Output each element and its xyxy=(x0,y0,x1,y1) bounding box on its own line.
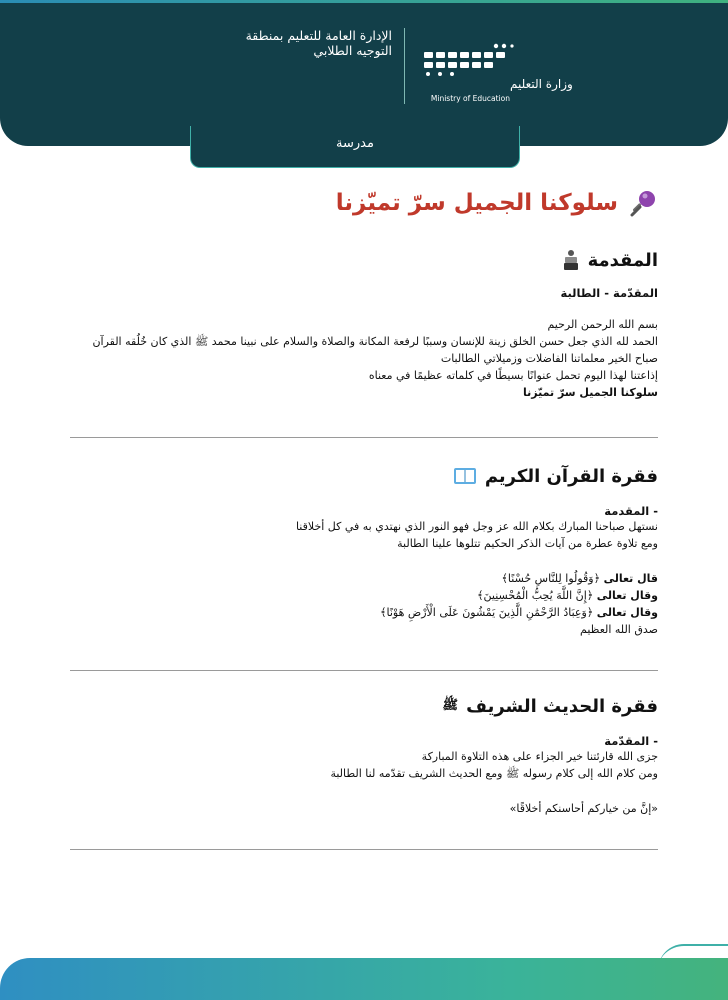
quran-line-2: ومع تلاوة عطرة من آيات الذكر الحكيم تتلوها علينا الطالبة xyxy=(397,537,658,550)
header-text xyxy=(246,28,392,58)
hadith-heading-text: فقرة الحديث الشريف xyxy=(466,695,658,717)
ministry-logo xyxy=(418,40,573,106)
page-footer xyxy=(0,944,728,1000)
verse-3-text: ﴿وَعِبَادُ الرَّحْمَٰنِ الَّذِينَ يَمْشُونَ عَلَى الْأَرْضِ هَوْنًا﴾ xyxy=(380,606,594,619)
intro-section xyxy=(70,246,658,401)
verse-3-prefix: وقال تعالى xyxy=(596,606,658,619)
hadith-section xyxy=(70,692,658,817)
page-header xyxy=(0,0,728,146)
section-divider xyxy=(70,670,658,671)
hadith-line-2: ومن كلام الله إلى كلام رسوله ﷺ ومع الحديث الشريف تقدّمه لنا الطالبة xyxy=(330,767,658,780)
intro-heading xyxy=(70,246,658,274)
header-line-1: الإدارة العامة للتعليم بمنطقة xyxy=(245,28,392,43)
footer-bar xyxy=(0,958,728,1000)
hadith-line-1: جزى الله قارئتنا خير الجزاء على هذه التلاوة المباركة xyxy=(421,750,658,763)
quran-section xyxy=(70,462,658,638)
podium-icon xyxy=(562,249,580,271)
quran-heading-text: فقرة القرآن الكريم xyxy=(484,465,658,487)
quran-heading xyxy=(70,462,658,490)
verse-2-text: ﴿إِنَّ اللَّهَ يُحِبُّ الْمُحْسِنِينَ﴾ xyxy=(477,589,594,602)
verse-1-text: ﴿وَقُولُوا لِلنَّاسِ حُسْنًا﴾ xyxy=(501,572,601,585)
header-accent-line xyxy=(0,0,728,3)
intro-subheading: المقدّمة - الطالبة xyxy=(560,286,658,300)
quran-closing: صدق الله العظيم xyxy=(580,623,658,636)
verse-1 xyxy=(70,570,658,587)
intro-line-4: إذاعتنا لهذا اليوم تحمل عنوانًا بسيطًا في كلماته عظيمًا في معناه xyxy=(368,369,658,382)
intro-line-1: بسم الله الرحمن الرحيم xyxy=(547,318,658,331)
verse-1-prefix: قال تعالى xyxy=(603,572,658,585)
open-book-icon xyxy=(453,466,477,486)
main-title-text: سلوكنا الجميل سرّ تميّزنا xyxy=(335,190,618,216)
logo-divider xyxy=(404,28,405,104)
verse-2 xyxy=(70,587,658,604)
quran-line-1: نستهل صباحنا المبارك بكلام الله عز وجل فهو النور الذي نهتدي به في كل أخلاقنا xyxy=(295,520,658,533)
hadith-heading xyxy=(70,692,658,720)
school-label: مدرسة xyxy=(190,126,520,168)
intro-line-3: صباح الخير معلماتنا الفاضلات وزميلاتي الطالبات xyxy=(440,352,658,365)
main-title xyxy=(336,188,658,218)
hadith-subheading: - المقدّمة xyxy=(604,734,658,748)
section-divider xyxy=(70,437,658,438)
intro-line-2: الحمد لله الذي جعل حسن الخلق زينة للإنسان وسببًا لرفعة المكانة والصلاة والسلام على نبينا محمد ﷺ الذي كان خُلُقه القرآن xyxy=(92,335,658,348)
hadith-heading-prefix: ﷺ xyxy=(442,697,459,713)
header-line-2: التوجيه الطلابي xyxy=(313,43,392,58)
ministry-name-en: Ministry of Education xyxy=(430,94,510,103)
verse-2-prefix: وقال تعالى xyxy=(596,589,658,602)
verse-3 xyxy=(70,604,658,621)
microphone-icon xyxy=(628,188,658,218)
hadith-quote: «إنَّ من خياركم أحاسنكم أخلاقًا» xyxy=(509,802,658,815)
ministry-name-ar: وزارة التعليم xyxy=(510,77,573,91)
intro-bold-line: سلوكنا الجميل سرّ تميّزنا xyxy=(523,386,658,399)
intro-heading-text: المقدمة xyxy=(587,249,658,271)
quran-subheading: - المقدمة xyxy=(604,504,658,518)
section-divider xyxy=(70,849,658,850)
